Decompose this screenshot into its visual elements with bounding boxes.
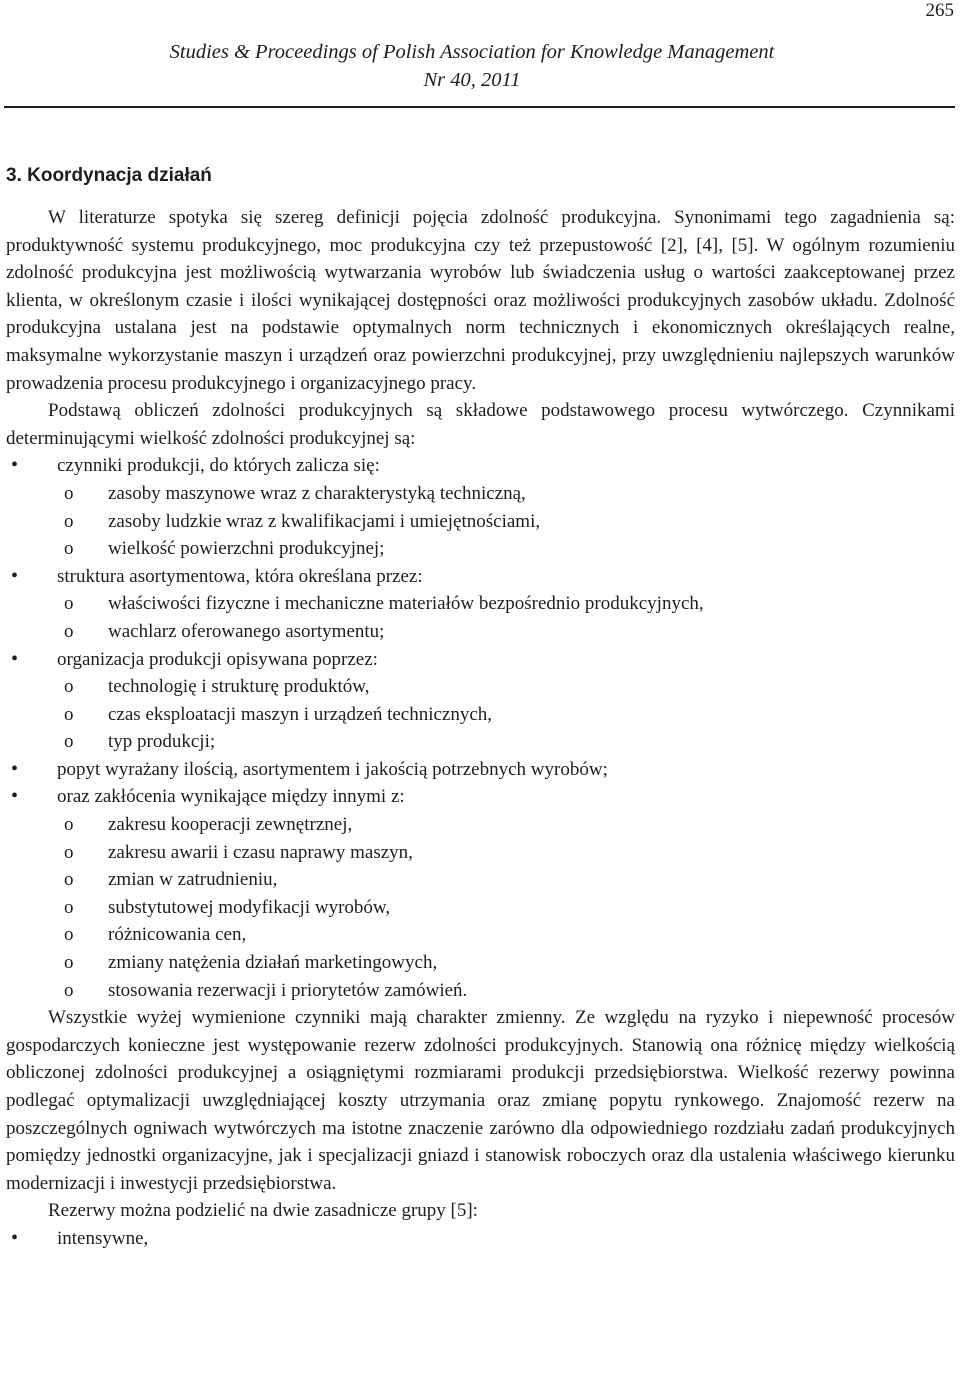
list-item: • intensywne,	[6, 1225, 955, 1253]
page-number: 265	[925, 0, 954, 21]
sub-list-item: o właściwości fizyczne i mechaniczne materiałów bezpośrednio produkcyjnych,	[57, 590, 955, 618]
sub-list-item: o zasoby ludzkie wraz z kwalifikacjami i umiejętnościami,	[57, 508, 955, 536]
sub-list-item: o technologię i strukturę produktów,	[57, 673, 955, 701]
sub-list	[57, 590, 955, 645]
factor-label: czynniki produkcji, do których zalicza się:	[57, 455, 380, 477]
sub-list-item: o zmiany natężenia działań marketingowych,	[57, 949, 955, 977]
sub-list-item: o wachlarz oferowanego asortymentu;	[57, 618, 955, 646]
list-item	[6, 563, 955, 646]
list-item	[6, 756, 955, 784]
sub-list	[57, 673, 955, 756]
article-body	[6, 162, 955, 1253]
sub-list-item: o czas eksploatacji maszyn i urządzeń technicznych,	[57, 701, 955, 729]
running-header	[0, 38, 944, 94]
reserve-group-list	[6, 1225, 955, 1253]
paragraph-definitions: W literaturze spotyka się szereg definicji pojęcia zdolność produkcyjna. Synonimami tego zagadnienia są: produktywność systemu produkcyjnego, moc produkcyjna czy też przepustowość [2], [4], [5]. W ogólnym rozumieniu zdolność produkcyjna jest możliwością wytwarzania wyrobów lub świadczenia usług o wartości zaakceptowanej przez klienta, w określonym czasie i ilości wynikającej dostępności oraz możliwości produkcyjnych zasobów układu. Zdolność produkcyjna ustalana jest na podstawie optymalnych norm technicznych i ekonomicznych określających realne, maksymalne wykorzystanie maszyn i urządzeń oraz powierzchni produkcyjnej, przy uwzględnieniu najlepszych warunków prowadzenia procesu produkcyjnego i organizacyjnego pracy.	[6, 207, 955, 394]
factor-label: popyt wyrażany ilością, asortymentem i jakością potrzebnych wyrobów;	[57, 758, 608, 780]
factor-label: organizacja produkcji opisywana poprzez:	[57, 648, 378, 670]
paragraph-reserves: Wszystkie wyżej wymienione czynniki mają charakter zmienny. Ze względu na ryzyko i niepewność procesów gospodarczych konieczne jest występowanie rezerw zdolności produkcyjnych. Stanowią ona różnicę między wielkością obliczonej zdolności produkcyjnej a osiągniętymi rozmiarami produkcji przedsiębiorstwa. Wielkość rezerwy powinna podlegać optymalizacji uwzględniającej koszty utrzymania oraz zmianę popytu rynkowego. Znajomość rezerw na poszczególnych ogniwach wytwórczych ma istotne znaczenie zarówno dla odpowiedniego rozdziału zadań produkcyjnych pomiędzy jednostki organizacyjne, jak i specjalizacji gniazd i stanowisk roboczych oraz dla ustalenia właściwego kierunku modernizacji i inwestycji przedsiębiorstwa.	[6, 1007, 955, 1194]
sub-list-item: o typ produkcji;	[57, 728, 955, 756]
factor-label: struktura asortymentowa, która określana przez:	[57, 565, 423, 587]
issue-number: Nr 40, 2011	[423, 69, 521, 91]
factor-label: oraz zakłócenia wynikające między innymi z:	[57, 786, 405, 808]
factor-list	[6, 452, 955, 1004]
sub-list-item: o różnicowania cen,	[57, 921, 955, 949]
header-rule	[4, 106, 955, 108]
sub-list	[57, 811, 955, 1004]
sub-list-item: o zasoby maszynowe wraz z charakterystyką techniczną,	[57, 480, 955, 508]
paragraph-components: Podstawą obliczeń zdolności produkcyjnych są składowe podstawowego procesu wytwórczego. Czynnikami determinującymi wielkość zdolności produkcyjnej są:	[6, 400, 955, 449]
sub-list-item: o zmian w zatrudnieniu,	[57, 866, 955, 894]
list-item	[6, 783, 955, 1004]
sub-list-item: o zakresu kooperacji zewnętrznej,	[57, 811, 955, 839]
list-item	[6, 452, 955, 562]
section-heading: 3. Koordynacja działań	[6, 165, 212, 186]
sub-list-item: o stosowania rezerwacji i priorytetów zamówień.	[57, 977, 955, 1005]
sub-list	[57, 480, 955, 563]
sub-list-item: o wielkość powierzchni produkcyjnej;	[57, 535, 955, 563]
list-item	[6, 646, 955, 756]
journal-title: Studies & Proceedings of Polish Association for Knowledge Management	[169, 41, 775, 63]
paragraph-reserve-groups: Rezerwy można podzielić na dwie zasadnicze grupy [5]:	[48, 1200, 478, 1222]
sub-list-item: o substytutowej modyfikacji wyrobów,	[57, 894, 955, 922]
sub-list-item: o zakresu awarii i czasu naprawy maszyn,	[57, 839, 955, 867]
